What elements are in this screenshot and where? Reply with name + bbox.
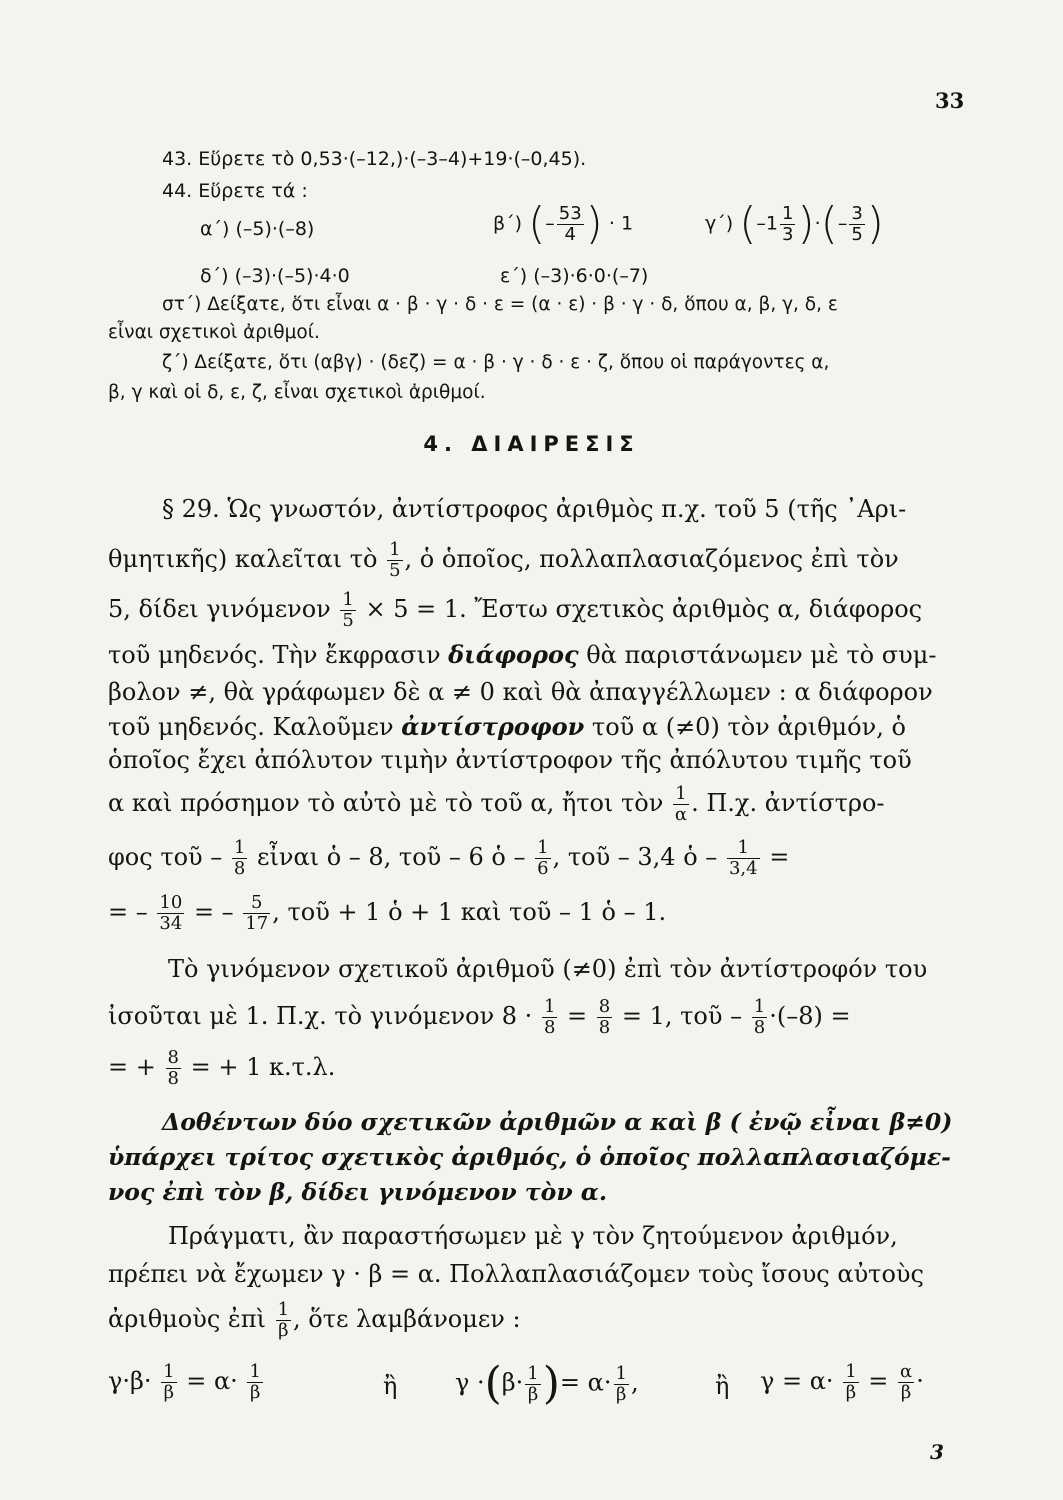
para29-line3: 5, δίδει γινόμενον $\frac{1}{5}$ × 5 = 1. Ἔστω σχετικὸς ἀριθμὸς α, διάφορος xyxy=(108,589,923,631)
para29-line5: βολον ≠, θὰ γράφωμεν δὲ α ≠ 0 καὶ θὰ ἀπαγγέλλωμεν : α διάφορον xyxy=(108,678,933,706)
exercise-44-st: στ΄) Δείξατε, ὅτι εἶναι α · β · γ · δ · ε = (α · ε) · β · γ · δ, ὅπου α, β, γ, δ, ε xyxy=(162,294,838,315)
proof-line2: πρέπει νὰ ἔχωμεν γ · β = α. Πολλαπλασιάζομεν τοὺς ἴσους αὐτοὺς xyxy=(108,1260,924,1288)
proof-line3: ἀριθμοὺς ἐπὶ $\frac{1}{\beta}$ , ὅτε λαμβάνομεν : xyxy=(108,1299,521,1341)
proof-line1: Πράγματι, ἂν παραστήσωμεν μὲ γ τὸν ζητούμενον ἀριθμόν, xyxy=(168,1222,898,1250)
exercise-44-c: γ΄) (–1 $\frac{1}{3}$ )·(– $\frac{3}{5}$ ) xyxy=(705,198,884,249)
exercise-44-z: ζ΄) Δείξατε, ὅτι (αβγ) · (δεζ) = α · β · γ · δ · ε · ζ, ὅπου οἱ παράγοντες α, xyxy=(162,352,830,373)
theorem-line3: νος ἐπὶ τὸν β, δίδει γινόμενον τὸν α. xyxy=(108,1178,608,1206)
proof-or-2: ἢ xyxy=(715,1372,730,1400)
para29-line13: = + $\frac{8}{8}$ = + 1 κ.τ.λ. xyxy=(108,1047,336,1089)
para29-line9: φος τοῦ – $\frac{1}{8}$ εἶναι ὁ – 8, τοῦ – 6 ὁ – $\frac{1}{6}$ , τοῦ – 3,4 ὁ – $\frac{1}{3,4}$ = xyxy=(108,837,790,879)
para29-line1: § 29. Ὡς γνωστόν, ἀντίστροφος ἀριθμὸς π.χ. τοῦ 5 (τῆς ᾿Αρι- xyxy=(162,495,907,523)
exercise-44-a: α΄) (–5)·(–8) xyxy=(200,218,315,240)
section-heading: 4. ΔΙΑΙΡΕΣΙΣ xyxy=(423,432,640,456)
exercise-44-z-cont: β, γ καὶ οἱ δ, ε, ζ, εἶναι σχετικοὶ ἀριθμοί. xyxy=(108,382,486,403)
para29-line6: τοῦ μηδενός. Καλοῦμεν ἀντίστροφον τοῦ α (≠0) τὸν ἀριθμόν, ὁ xyxy=(108,712,906,741)
para29-line8: α καὶ πρόσημον τὸ αὐτὸ μὲ τὸ τοῦ α, ἤτοι τὸν $\frac{1}{\alpha}$ . Π.χ. ἀντίστρο- xyxy=(108,783,885,825)
exercise-44-d: δ΄) (–3)·(–5)·4·0 xyxy=(200,265,350,287)
exercise-44-e: ε΄) (–3)·6·0·(–7) xyxy=(500,265,649,287)
page-number: 33 xyxy=(935,88,965,113)
exercise-44-b: β΄) (– $\frac{53}{4}$ ) · 1 xyxy=(493,198,634,249)
para29-line12: ἰσοῦται μὲ 1. Π.χ. τὸ γινόμενον 8 · $\frac{1}{8}$ = $\frac{8}{8}$ = 1, τοῦ – $\frac{1}{8}$ ·(–8) = xyxy=(108,996,851,1038)
para29-line10: = – $\frac{10}{34}$ = – $\frac{5}{17}$ , τοῦ + 1 ὁ + 1 καὶ τοῦ – 1 ὁ – 1. xyxy=(108,892,667,934)
para29-line7: ὁποῖος ἔχει ἀπόλυτον τιμὴν ἀντίστροφον τῆς ἀπόλυτου τιμῆς τοῦ xyxy=(108,746,912,774)
proof-or-1: ἢ xyxy=(383,1372,398,1400)
proof-formula-1: γ·β· $\frac{1}{\beta}$ = α· $\frac{1}{\beta}$ xyxy=(108,1361,261,1403)
theorem-line2: ὑπάρχει τρίτος σχετικὸς ἀριθμός, ὁ ὁποῖος πολλαπλασιαζόμε- xyxy=(108,1143,951,1171)
para29-line11: Τὸ γινόμενον σχετικοῦ ἀριθμοῦ (≠0) ἐπὶ τὸν ἀντίστροφόν του xyxy=(168,955,928,983)
theorem-line1: Δοθέντων δύο σχετικῶν ἀριθμῶν α καὶ β ( ἐνῷ εἶναι β≠0) xyxy=(162,1108,953,1136)
para29-line4: τοῦ μηδενός. Τὴν ἔκφρασιν διάφορος θὰ παριστάνωμεν μὲ τὸ συμ- xyxy=(108,640,937,669)
page-footer-mark: 3 xyxy=(930,1440,944,1464)
exercise-44-st-cont: εἶναι σχετικοὶ ἀριθμοί. xyxy=(108,322,320,343)
exercise-44: 44. Εὕρετε τά : xyxy=(162,180,308,202)
proof-formula-3: γ = α· $\frac{1}{\beta}$ = $\frac{\alpha}{\beta}$ · xyxy=(760,1361,924,1403)
proof-formula-2: γ ·(β· $\frac{1}{\beta}$ )= α· $\frac{1}{\beta}$ , xyxy=(455,1358,639,1409)
para29-line2: θμητικῆς) καλεῖται τὸ $\frac{1}{5}$ , ὁ ὁποῖος, πολλαπλασιαζόμενος ἐπὶ τὸν xyxy=(108,539,899,581)
exercise-43: 43. Εὕρετε τὸ 0,53·(–12,)·(–3–4)+19·(–0,45). xyxy=(162,148,587,170)
